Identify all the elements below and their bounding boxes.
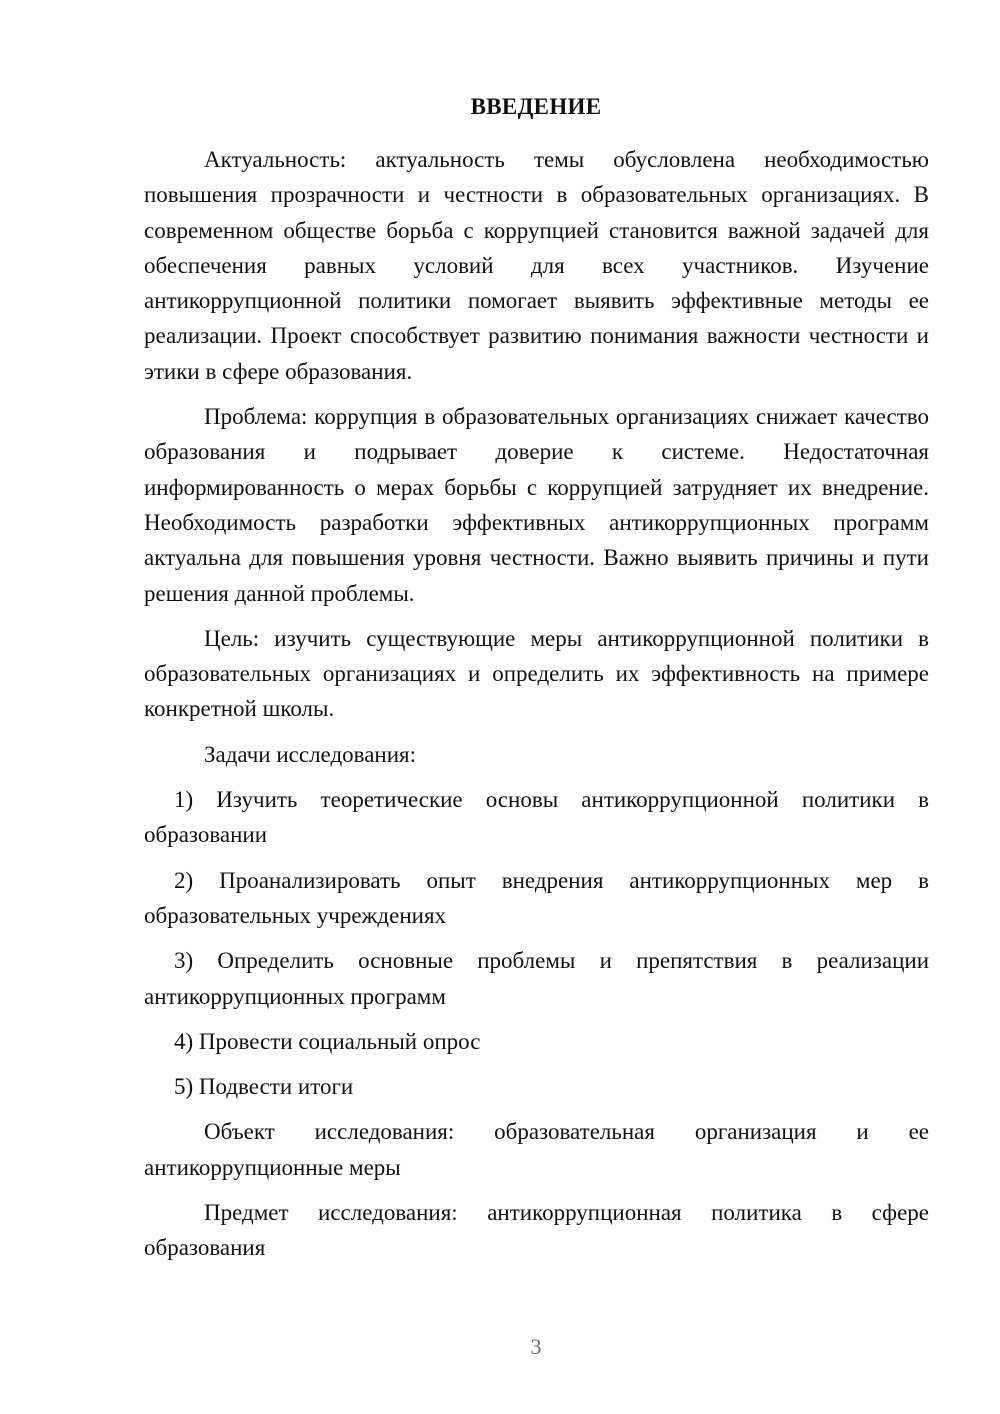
- task-item-1: 1) Изучить теоретические основы антикоррупционной политики в образовании: [144, 787, 929, 848]
- paragraph-relevance: Актуальность: актуальность темы обусловлена необходимостью повышения прозрачности и честности в образовательных организациях. В современном обществе борьба с коррупцией становится важной задачей для обеспечения равных условий для всех участников. Изучение антикоррупционной политики помогает выявить эффективные методы ее реализации. Проект способствует развитию понимания важности честности и этики в сфере образования.: [144, 147, 929, 384]
- paragraph-object: Объект исследования: образовательная организация и ее антикоррупционные меры: [144, 1119, 929, 1180]
- paragraph-goal: Цель: изучить существующие меры антикоррупционной политики в образовательных организациях и определить их эффективность на примере конкретной школы.: [144, 625, 929, 722]
- page-number: 3: [530, 1334, 542, 1359]
- tasks-heading: Задачи исследования:: [204, 741, 417, 767]
- task-item-3: 3) Определить основные проблемы и препятствия в реализации антикоррупционных программ: [144, 948, 929, 1009]
- paragraph-problem: Проблема: коррупция в образовательных организациях снижает качество образования и подрывает доверие к системе. Недостаточная информированность о мерах борьбы с коррупцией затрудняет их внедрение. Необходимость разработки эффективных антикоррупционных программ актуальна для повышения уровня честности. Важно выявить причины и пути решения данной проблемы.: [144, 404, 929, 606]
- page-title: ВВЕДЕНИЕ: [470, 94, 602, 119]
- paragraph-subject: Предмет исследования: антикоррупционная политика в сфере образования: [144, 1200, 929, 1261]
- task-item-4: 4) Провести социальный опрос: [174, 1028, 481, 1054]
- task-item-5: 5) Подвести итоги: [174, 1074, 354, 1100]
- document-body: [144, 142, 929, 1276]
- task-item-2: 2) Проанализировать опыт внедрения антикоррупционных мер в образовательных учреждениях: [144, 867, 929, 928]
